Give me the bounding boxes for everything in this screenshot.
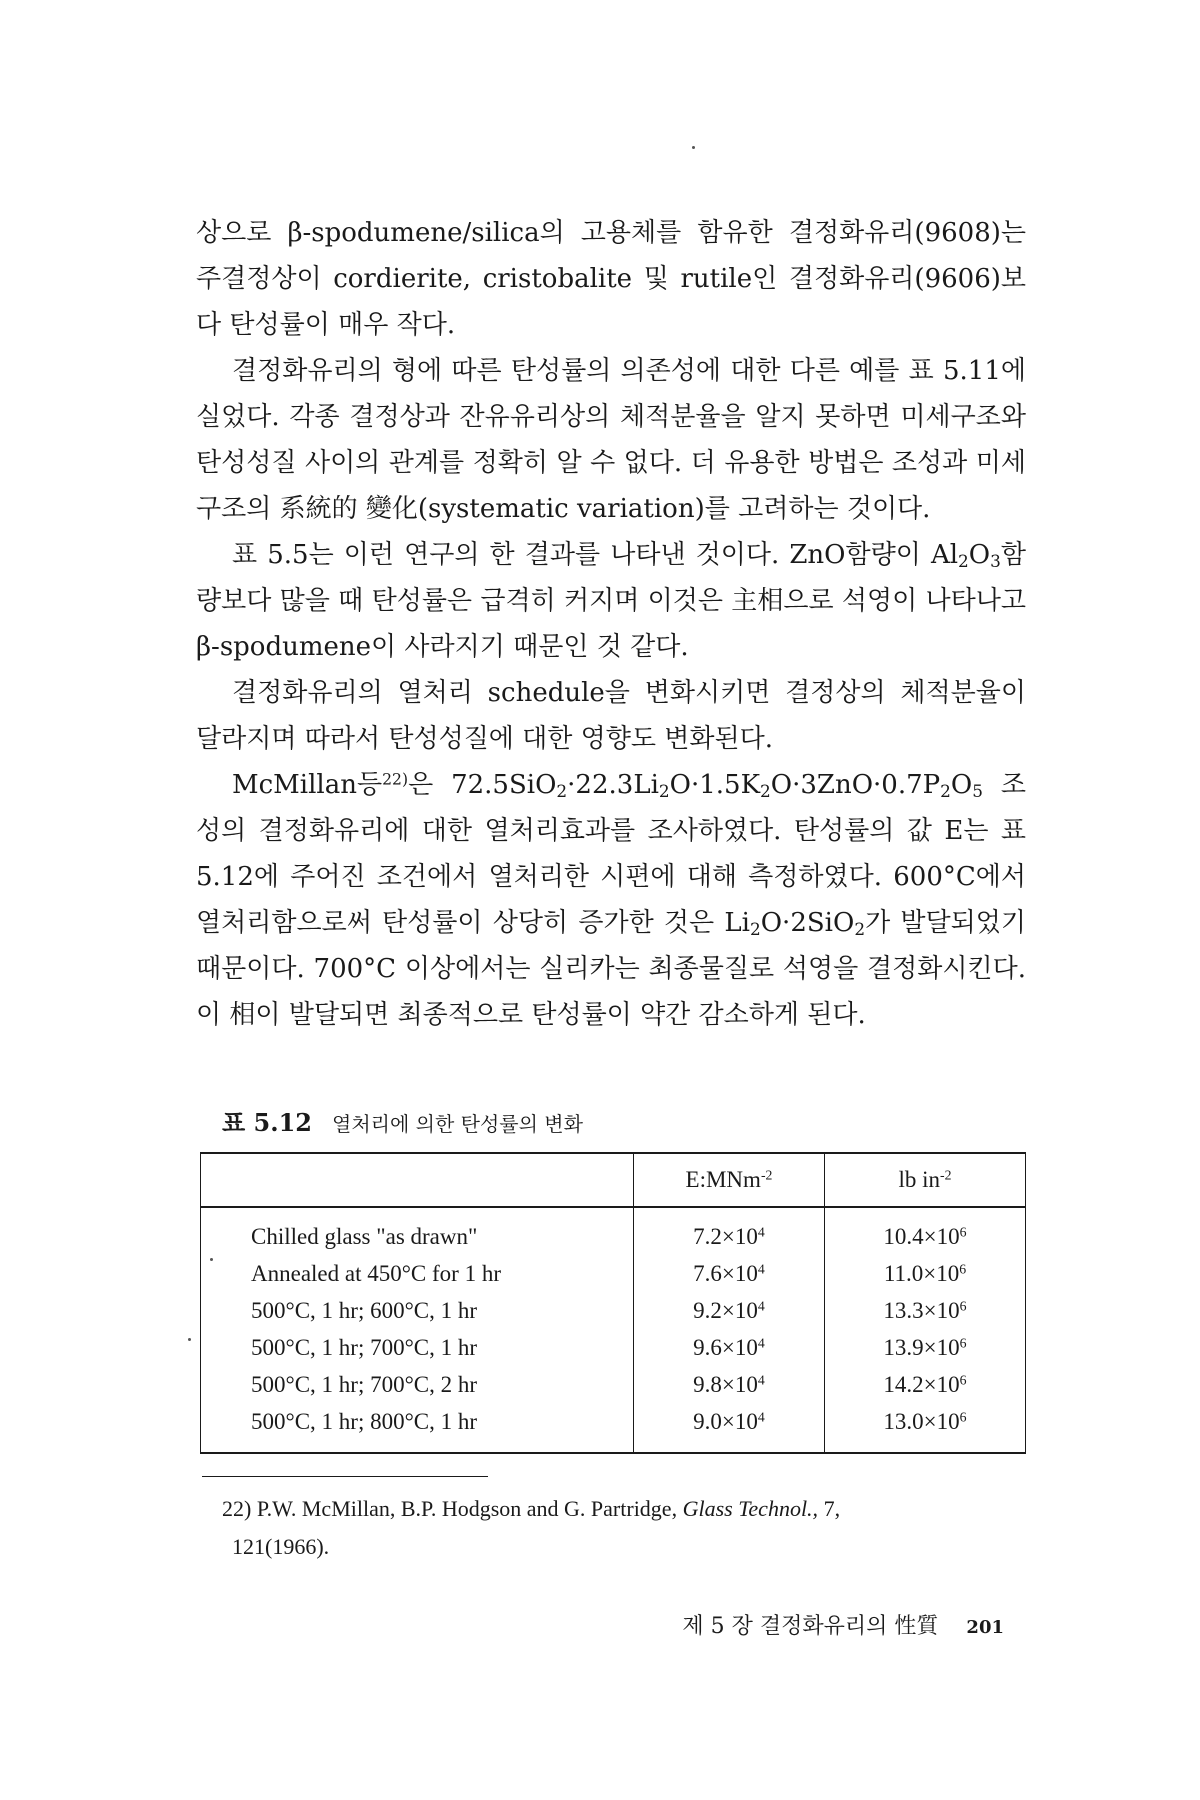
subscript: 5 — [972, 781, 983, 802]
lb-in-cell — [825, 1403, 1026, 1453]
lb-exponent: 6 — [959, 1371, 967, 1387]
table-row — [201, 1403, 1026, 1453]
e-mnm-cell — [634, 1329, 825, 1366]
paragraph-5-text-g: 조성의 결정화유리에 대한 열처리효과를 조사하였다. 탄성률의 값 E는 표 5.12에 주어진 조건에서 열처리한 시편에 대해 측정하였다. 600°C에서 열처리함으로써 탄성률이 상당히 증가한 것은 Li — [196, 770, 1026, 938]
footnote — [222, 1490, 1032, 1566]
subscript: 2 — [658, 781, 670, 802]
lb-exponent: 6 — [959, 1297, 967, 1313]
e-exponent: 4 — [757, 1260, 765, 1276]
lb-mantissa: 13.0×10 — [883, 1408, 960, 1434]
lb-exponent: 6 — [959, 1408, 967, 1424]
paragraph-3 — [196, 532, 1026, 670]
lb-in-cell — [825, 1366, 1026, 1403]
e-mnm-cell — [634, 1207, 825, 1255]
e-mnm-cell — [634, 1292, 825, 1329]
subscript: 2 — [958, 551, 969, 572]
scan-speck — [188, 1338, 191, 1341]
paragraph-2 — [196, 348, 1026, 532]
lb-exponent: 6 — [959, 1260, 967, 1276]
table-header — [201, 1153, 1026, 1207]
footnote-volume: 7, — [823, 1496, 841, 1521]
paragraph-5-text-f: O — [950, 770, 973, 800]
paragraph-5 — [196, 762, 1026, 1038]
paragraph-3-text-c: 함량보다 많을 때 탄성률은 급격히 커지며 이것은 主相으로 석영이 나타나고 β-spodumene이 사라지기 때문인 것 같다. — [196, 540, 1026, 662]
treatment-cell: 500°C, 1 hr; 600°C, 1 hr — [201, 1292, 634, 1329]
footnote-rule — [202, 1476, 488, 1477]
paragraph-1 — [196, 210, 1026, 348]
header-e-exponent: -2 — [760, 1167, 773, 1183]
footnote-authors: P.W. McMillan, B.P. Hodgson and G. Partridge, — [256, 1496, 678, 1521]
header-treatment — [201, 1153, 634, 1207]
header-lb-in — [825, 1153, 1026, 1207]
e-mnm-cell — [634, 1403, 825, 1453]
subscript: 2 — [854, 919, 866, 940]
treatment-cell: Annealed at 450°C for 1 hr — [201, 1255, 634, 1292]
paragraph-3-text-b: O — [968, 540, 991, 570]
lb-in-cell — [825, 1292, 1026, 1329]
footnote-journal: Glass Technol., — [682, 1496, 819, 1521]
e-exponent: 4 — [757, 1334, 765, 1350]
table-body — [201, 1207, 1026, 1453]
scan-speck — [210, 1258, 213, 1261]
e-exponent: 4 — [757, 1223, 765, 1239]
table-header-row — [201, 1153, 1026, 1207]
table-row — [201, 1207, 1026, 1255]
e-mantissa: 9.6×10 — [693, 1334, 758, 1360]
paragraph-4 — [196, 670, 1026, 762]
treatment-cell: 500°C, 1 hr; 700°C, 2 hr — [201, 1366, 634, 1403]
e-mantissa: 7.2×10 — [693, 1223, 758, 1249]
paragraph-5-text-b: 은 72.5SiO — [408, 770, 557, 800]
lb-exponent: 6 — [959, 1223, 967, 1239]
page-number: 201 — [966, 1617, 1004, 1638]
paragraph-3-text-a: 표 5.5는 이런 연구의 한 결과를 나타낸 것이다. ZnO함량이 Al — [232, 540, 959, 570]
subscript: 2 — [749, 919, 761, 940]
e-exponent: 4 — [757, 1297, 765, 1313]
e-mantissa: 9.0×10 — [693, 1408, 758, 1434]
chapter-title: 제 5 장 결정화유리의 性質 — [682, 1614, 939, 1639]
lb-exponent: 6 — [959, 1334, 967, 1350]
paragraph-1-text: 상으로 β-spodumene/silica의 고용체를 함유한 결정화유리(9608)는 주결정상이 cordierite, cristobalite 및 rutile인 결정화유리(9606)보다 탄성률이 매우 작다. — [196, 218, 1026, 340]
treatment-cell: 500°C, 1 hr; 700°C, 1 hr — [201, 1329, 634, 1366]
lb-in-cell — [825, 1255, 1026, 1292]
lb-mantissa: 13.9×10 — [883, 1334, 960, 1360]
paragraph-2-text: 결정화유리의 형에 따른 탄성률의 의존성에 대한 다른 예를 표 5.11에 실었다. 각종 결정상과 잔유유리상의 체적분율을 알지 못하면 미세구조와 탄성성질 사이의 관계를 정확히 알 수 없다. 더 유용한 방법은 조성과 미세구조의 系統的 變化(systematic variation)를 고려하는 것이다. — [196, 356, 1026, 524]
paragraph-5-text-a: McMillan등 — [232, 770, 383, 800]
table-row — [201, 1255, 1026, 1292]
e-mantissa: 9.8×10 — [693, 1371, 758, 1397]
paragraph-4-text: 결정화유리의 열처리 schedule을 변화시키면 결정상의 체적분율이 달라지며 따라서 탄성성질에 대한 영향도 변화된다. — [196, 678, 1026, 754]
treatment-cell: 500°C, 1 hr; 800°C, 1 hr — [201, 1403, 634, 1453]
subscript: 2 — [556, 781, 568, 802]
paragraph-5-text-c: ·22.3Li — [567, 770, 659, 800]
body-text — [196, 210, 1026, 1038]
lb-mantissa: 10.4×10 — [883, 1223, 960, 1249]
e-exponent: 4 — [757, 1371, 765, 1387]
lb-in-cell — [825, 1207, 1026, 1255]
footnote-line-2 — [222, 1528, 1032, 1566]
lb-mantissa: 11.0×10 — [883, 1260, 960, 1286]
paragraph-5-text-i: 가 발달되었기 때문이다. 700°C 이상에서는 실리카는 최종물질로 석영을 결정화시킨다. 이 相이 발달되면 최종적으로 탄성률이 약간 감소하게 된다. — [196, 908, 1026, 1030]
header-e-mnm — [634, 1153, 825, 1207]
subscript: 2 — [760, 781, 771, 802]
table-row — [201, 1292, 1026, 1329]
lb-mantissa: 14.2×10 — [883, 1371, 960, 1397]
e-mantissa: 9.2×10 — [693, 1297, 758, 1323]
footnote-line-1 — [222, 1490, 1032, 1528]
scan-speck — [692, 146, 695, 149]
footnote-reference: 22) — [382, 770, 409, 789]
paragraph-5-text-e: O·3ZnO·0.7P — [770, 770, 941, 800]
e-exponent: 4 — [757, 1408, 765, 1424]
lb-in-cell — [825, 1329, 1026, 1366]
e-mnm-cell — [634, 1366, 825, 1403]
e-mnm-cell — [634, 1255, 825, 1292]
subscript: 3 — [990, 551, 1001, 572]
header-lb-text: lb in — [898, 1167, 941, 1192]
table-caption — [222, 1108, 583, 1139]
header-e-text: E:MNm — [685, 1167, 761, 1192]
e-mantissa: 7.6×10 — [693, 1260, 758, 1286]
subscript: 2 — [940, 781, 951, 802]
footnote-marker: 22) — [222, 1496, 252, 1521]
table-number: 표 5.12 — [222, 1108, 312, 1137]
footnote-pages-year: 121(1966). — [232, 1534, 330, 1559]
lb-mantissa: 13.3×10 — [883, 1297, 960, 1323]
header-lb-exponent: -2 — [940, 1167, 952, 1183]
elastic-modulus-table — [200, 1152, 1026, 1454]
table-row — [201, 1366, 1026, 1403]
table-row — [201, 1329, 1026, 1366]
running-footer — [682, 1612, 1004, 1643]
table-title: 열처리에 의한 탄성률의 변화 — [332, 1112, 583, 1136]
paragraph-5-text-h: O·2SiO — [760, 908, 855, 938]
treatment-cell: Chilled glass "as drawn" — [201, 1207, 634, 1255]
paragraph-5-text-d: O·1.5K — [669, 770, 761, 800]
